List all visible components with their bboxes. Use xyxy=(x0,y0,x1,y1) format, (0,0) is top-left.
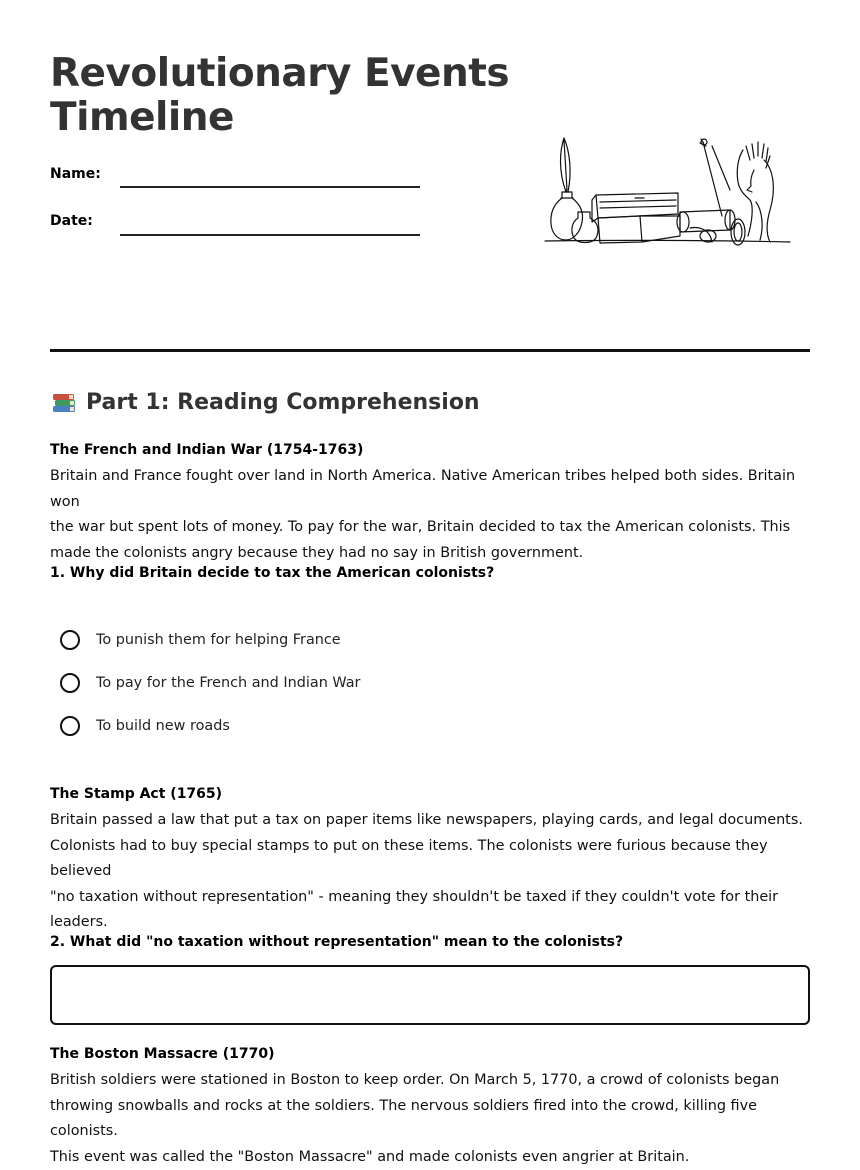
part-1-heading xyxy=(50,388,480,416)
title-line-2: Timeline xyxy=(50,95,235,140)
section-title-french-indian-war: The French and Indian War (1754-1763) xyxy=(50,442,364,458)
section-title-stamp-act: The Stamp Act (1765) xyxy=(50,786,223,802)
question-1: 1. Why did Britain decide to tax the American colonists? xyxy=(50,565,495,581)
option-label: To build new roads xyxy=(96,718,230,734)
radio-button[interactable] xyxy=(60,630,80,650)
passage-line: Colonists had to buy special stamps to put on these items. The colonists were furious because they believed xyxy=(50,837,768,879)
question-2-answer-box[interactable] xyxy=(50,965,810,1025)
question-1-option-2[interactable] xyxy=(60,670,360,696)
date-field[interactable] xyxy=(120,234,420,236)
passage-line: This event was called the "Boston Massacre" and made colonists even angrier at Britain. xyxy=(50,1148,690,1165)
section-divider xyxy=(50,349,810,352)
date-label: Date: xyxy=(50,213,93,229)
passage-line: throwing snowballs and rocks at the soldiers. The nervous soldiers fired into the crowd, killing five colonists. xyxy=(50,1097,757,1139)
question-2: 2. What did "no taxation without representation" mean to the colonists? xyxy=(50,934,624,950)
name-label: Name: xyxy=(50,166,101,182)
option-label: To punish them for helping France xyxy=(96,632,341,648)
passage-line: leaders. xyxy=(50,914,108,930)
passage-line: made the colonists angry because they had no say in British government. xyxy=(50,544,584,561)
section-title-boston-massacre: The Boston Massacre (1770) xyxy=(50,1046,275,1062)
option-label: To pay for the French and Indian War xyxy=(96,675,361,691)
passage-line: Britain and France fought over land in North America. Native American tribes helped both sides. Britain won xyxy=(50,468,796,510)
passage-boston-massacre xyxy=(50,1068,815,1170)
question-1-option-1[interactable] xyxy=(60,627,341,653)
radio-button[interactable] xyxy=(60,716,80,736)
page-title xyxy=(50,52,510,140)
passage-line: "no taxation without representation" - meaning they shouldn't be taxed if they couldn't vote for their xyxy=(50,888,779,905)
passage-french-indian-war xyxy=(50,464,815,566)
colonial-artifacts-illustration xyxy=(540,130,795,255)
passage-stamp-act xyxy=(50,808,815,936)
question-1-option-3[interactable] xyxy=(60,713,230,739)
name-field[interactable] xyxy=(120,186,420,188)
part-1-heading-text: Part 1: Reading Comprehension xyxy=(86,389,480,415)
passage-line: the war but spent lots of money. To pay for the war, Britain decided to tax the American colonists. This xyxy=(50,519,791,535)
passage-line: British soldiers were stationed in Boston to keep order. On March 5, 1770, a crowd of colonists began xyxy=(50,1072,780,1088)
books-icon xyxy=(50,388,78,416)
radio-button[interactable] xyxy=(60,673,80,693)
passage-line: Britain passed a law that put a tax on paper items like newspapers, playing cards, and legal documents. xyxy=(50,812,803,828)
title-line-1: Revolutionary Events xyxy=(50,51,510,96)
